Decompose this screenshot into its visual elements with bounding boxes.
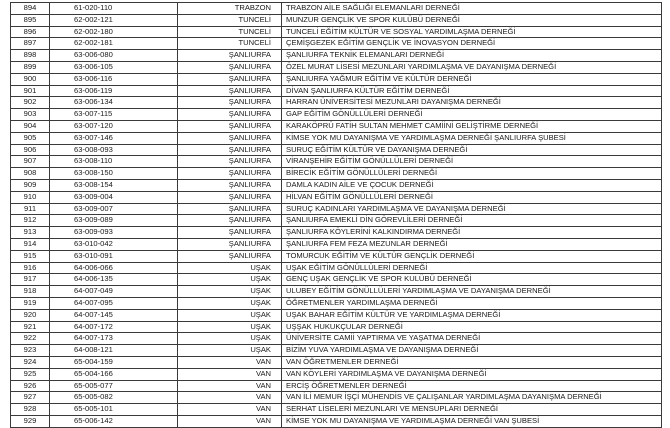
registry-code-cell: 61-020-110 bbox=[50, 3, 178, 15]
association-name-cell: ŞANLIURFA TEKNİK ELEMANLARI DERNEĞİ bbox=[282, 50, 662, 62]
city-cell: TRABZON bbox=[178, 3, 282, 15]
table-row bbox=[11, 50, 662, 62]
association-name-cell: ÇEMİŞGEZEK EĞİTİM GENÇLİK VE İNOVASYON DERNEĞİ bbox=[282, 38, 662, 50]
registry-code-cell: 63-009-004 bbox=[50, 191, 178, 203]
association-name-cell: KARAKÖPRÜ FATİH SULTAN MEHMET CAMİİNİ GELİŞTİRME DERNEĞİ bbox=[282, 120, 662, 132]
table-row bbox=[11, 97, 662, 109]
row-number-cell: 921 bbox=[11, 321, 50, 333]
association-name-cell: VAN İLİ MEMUR İŞÇİ MÜHENDİS VE ÇALIŞANLAR YARDIMLAŞMA DAYANIŞMA DERNEĞİ bbox=[282, 392, 662, 404]
table-row bbox=[11, 333, 662, 345]
association-name-cell: BİZİM YUVA YARDIMLAŞMA VE DAYANIŞMA DERNEĞİ bbox=[282, 345, 662, 357]
city-cell: ŞANLIURFA bbox=[178, 250, 282, 262]
registry-code-cell: 65-006-142 bbox=[50, 415, 178, 427]
association-name-cell: ULUBEY EĞİTİM GÖNÜLLÜLERİ YARDIMLAŞMA VE DAYANIŞMA DERNEĞİ bbox=[282, 286, 662, 298]
registry-code-cell: 64-007-095 bbox=[50, 297, 178, 309]
association-name-cell: ERCİŞ ÖĞRETMENLER DERNEĞİ bbox=[282, 380, 662, 392]
city-cell: VAN bbox=[178, 368, 282, 380]
row-number-cell: 920 bbox=[11, 309, 50, 321]
city-cell: VAN bbox=[178, 415, 282, 427]
row-number-cell: 912 bbox=[11, 215, 50, 227]
registry-code-cell: 63-006-105 bbox=[50, 61, 178, 73]
city-cell: ŞANLIURFA bbox=[178, 50, 282, 62]
row-number-cell: 915 bbox=[11, 250, 50, 262]
table-row bbox=[11, 368, 662, 380]
row-number-cell: 913 bbox=[11, 227, 50, 239]
registry-code-cell: 63-009-093 bbox=[50, 227, 178, 239]
city-cell: ŞANLIURFA bbox=[178, 85, 282, 97]
association-name-cell: ŞANLIURFA YAĞMUR EĞİTİM VE KÜLTÜR DERNEĞİ bbox=[282, 73, 662, 85]
city-cell: ŞANLIURFA bbox=[178, 168, 282, 180]
row-number-cell: 905 bbox=[11, 132, 50, 144]
table-row bbox=[11, 168, 662, 180]
table-row bbox=[11, 215, 662, 227]
association-name-cell: SURUÇ EĞİTİM KÜLTÜR VE DAYANIŞMA DERNEĞİ bbox=[282, 144, 662, 156]
registry-code-cell: 65-005-082 bbox=[50, 392, 178, 404]
association-name-cell: ŞANLIURFA FEM FEZA MEZUNLAR DERNEĞİ bbox=[282, 238, 662, 250]
city-cell: TUNCELİ bbox=[178, 38, 282, 50]
city-cell: ŞANLIURFA bbox=[178, 203, 282, 215]
city-cell: UŞAK bbox=[178, 262, 282, 274]
table-row bbox=[11, 144, 662, 156]
row-number-cell: 896 bbox=[11, 26, 50, 38]
city-cell: ŞANLIURFA bbox=[178, 97, 282, 109]
association-name-cell: UŞŞAK HUKUKÇULAR DERNEĞİ bbox=[282, 321, 662, 333]
row-number-cell: 897 bbox=[11, 38, 50, 50]
association-name-cell: BİRECİK EĞİTİM GÖNÜLLÜLERİ DERNEĞİ bbox=[282, 168, 662, 180]
row-number-cell: 895 bbox=[11, 14, 50, 26]
association-name-cell: HARRAN ÜNİVERSİTESİ MEZUNLARI DAYANIŞMA DERNEĞİ bbox=[282, 97, 662, 109]
registry-code-cell: 64-007-172 bbox=[50, 321, 178, 333]
row-number-cell: 903 bbox=[11, 109, 50, 121]
association-name-cell: GAP EĞİTİM GÖNÜLLÜLERİ DERNEĞİ bbox=[282, 109, 662, 121]
table-row bbox=[11, 26, 662, 38]
row-number-cell: 899 bbox=[11, 61, 50, 73]
city-cell: VAN bbox=[178, 404, 282, 416]
registry-code-cell: 63-007-146 bbox=[50, 132, 178, 144]
registry-code-cell: 64-006-135 bbox=[50, 274, 178, 286]
registry-code-cell: 64-007-145 bbox=[50, 309, 178, 321]
city-cell: UŞAK bbox=[178, 297, 282, 309]
table-row bbox=[11, 73, 662, 85]
row-number-cell: 925 bbox=[11, 368, 50, 380]
city-cell: ŞANLIURFA bbox=[178, 215, 282, 227]
association-name-cell: ŞANLIURFA EMEKLİ DİN GÖREVLİLERİ DERNEĞİ bbox=[282, 215, 662, 227]
association-name-cell: TUNCELİ EĞİTİM KÜLTÜR VE SOSYAL YARDIMLAŞMA DERNEĞİ bbox=[282, 26, 662, 38]
city-cell: UŞAK bbox=[178, 309, 282, 321]
association-name-cell: DİVAN ŞANLIURFA KÜLTÜR EĞİTİM DERNEĞİ bbox=[282, 85, 662, 97]
row-number-cell: 923 bbox=[11, 345, 50, 357]
city-cell: UŞAK bbox=[178, 274, 282, 286]
row-number-cell: 908 bbox=[11, 168, 50, 180]
city-cell: TUNCELİ bbox=[178, 26, 282, 38]
row-number-cell: 911 bbox=[11, 203, 50, 215]
city-cell: VAN bbox=[178, 380, 282, 392]
registry-code-cell: 63-008-110 bbox=[50, 156, 178, 168]
registry-code-cell: 65-004-159 bbox=[50, 356, 178, 368]
registry-code-cell: 63-010-091 bbox=[50, 250, 178, 262]
table-row bbox=[11, 262, 662, 274]
association-name-cell: KİMSE YOK MU DAYANIŞMA VE YARDIMLAŞMA DERNEĞİ ŞANLIURFA ŞUBESİ bbox=[282, 132, 662, 144]
table-row bbox=[11, 191, 662, 203]
city-cell: ŞANLIURFA bbox=[178, 132, 282, 144]
association-name-cell: TRABZON AİLE SAĞLIĞI ELEMANLARI DERNEĞİ bbox=[282, 3, 662, 15]
row-number-cell: 909 bbox=[11, 179, 50, 191]
table-row bbox=[11, 297, 662, 309]
city-cell: UŞAK bbox=[178, 321, 282, 333]
row-number-cell: 917 bbox=[11, 274, 50, 286]
row-number-cell: 914 bbox=[11, 238, 50, 250]
table-row bbox=[11, 38, 662, 50]
association-name-cell: HİLVAN EĞİTİM GÖNÜLLÜLERİ DERNEĞİ bbox=[282, 191, 662, 203]
row-number-cell: 901 bbox=[11, 85, 50, 97]
registry-code-cell: 64-007-049 bbox=[50, 286, 178, 298]
city-cell: ŞANLIURFA bbox=[178, 61, 282, 73]
association-name-cell: VAN KÖYLERİ YARDIMLAŞMA VE DAYANIŞMA DERNEĞİ bbox=[282, 368, 662, 380]
row-number-cell: 916 bbox=[11, 262, 50, 274]
table-row bbox=[11, 404, 662, 416]
city-cell: ŞANLIURFA bbox=[178, 73, 282, 85]
association-name-cell: GENÇ UŞAK GENÇLİK VE SPOR KULÜBÜ DERNEĞİ bbox=[282, 274, 662, 286]
city-cell: ŞANLIURFA bbox=[178, 109, 282, 121]
table-row bbox=[11, 345, 662, 357]
table-row bbox=[11, 132, 662, 144]
row-number-cell: 926 bbox=[11, 380, 50, 392]
table-row bbox=[11, 309, 662, 321]
row-number-cell: 922 bbox=[11, 333, 50, 345]
row-number-cell: 927 bbox=[11, 392, 50, 404]
registry-code-cell: 63-009-007 bbox=[50, 203, 178, 215]
registry-code-cell: 63-008-150 bbox=[50, 168, 178, 180]
row-number-cell: 898 bbox=[11, 50, 50, 62]
registry-code-cell: 63-006-080 bbox=[50, 50, 178, 62]
city-cell: ŞANLIURFA bbox=[178, 179, 282, 191]
association-name-cell: UŞAK EĞİTİM GÖNÜLLÜLERİ DERNEĞİ bbox=[282, 262, 662, 274]
table-row bbox=[11, 392, 662, 404]
row-number-cell: 929 bbox=[11, 415, 50, 427]
row-number-cell: 902 bbox=[11, 97, 50, 109]
registry-code-cell: 65-005-077 bbox=[50, 380, 178, 392]
city-cell: ŞANLIURFA bbox=[178, 144, 282, 156]
registry-code-cell: 63-009-089 bbox=[50, 215, 178, 227]
city-cell: UŞAK bbox=[178, 286, 282, 298]
registry-code-cell: 63-008-154 bbox=[50, 179, 178, 191]
city-cell: VAN bbox=[178, 356, 282, 368]
city-cell: ŞANLIURFA bbox=[178, 227, 282, 239]
registry-code-cell: 63-007-115 bbox=[50, 109, 178, 121]
registry-code-cell: 65-004-166 bbox=[50, 368, 178, 380]
association-name-cell: VAN ÖĞRETMENLER DERNEĞİ bbox=[282, 356, 662, 368]
table-row bbox=[11, 415, 662, 427]
association-name-cell: UŞAK BAHAR EĞİTİM KÜLTÜR VE YARDIMLAŞMA DERNEĞİ bbox=[282, 309, 662, 321]
row-number-cell: 928 bbox=[11, 404, 50, 416]
table-row bbox=[11, 156, 662, 168]
registry-code-cell: 64-006-066 bbox=[50, 262, 178, 274]
association-name-cell: TOMURCUK EĞİTİM VE KÜLTÜR GENÇLİK DERNEĞİ bbox=[282, 250, 662, 262]
table-row bbox=[11, 109, 662, 121]
table-row bbox=[11, 61, 662, 73]
registry-code-cell: 63-010-042 bbox=[50, 238, 178, 250]
table-row bbox=[11, 250, 662, 262]
registry-code-cell: 64-008-121 bbox=[50, 345, 178, 357]
registry-code-cell: 64-007-173 bbox=[50, 333, 178, 345]
association-name-cell: VİRANŞEHİR EĞİTİM GÖNÜLLÜLERİ DERNEĞİ bbox=[282, 156, 662, 168]
table-row bbox=[11, 227, 662, 239]
row-number-cell: 894 bbox=[11, 3, 50, 15]
table-row bbox=[11, 179, 662, 191]
table-body bbox=[11, 3, 662, 428]
row-number-cell: 906 bbox=[11, 144, 50, 156]
registry-code-cell: 62-002-121 bbox=[50, 14, 178, 26]
table-row bbox=[11, 356, 662, 368]
registry-code-cell: 63-006-116 bbox=[50, 73, 178, 85]
city-cell: ŞANLIURFA bbox=[178, 120, 282, 132]
association-name-cell: ÖĞRETMENLER YARDIMLAŞMA DERNEĞİ bbox=[282, 297, 662, 309]
table-row bbox=[11, 14, 662, 26]
row-number-cell: 919 bbox=[11, 297, 50, 309]
row-number-cell: 907 bbox=[11, 156, 50, 168]
city-cell: TUNCELİ bbox=[178, 14, 282, 26]
city-cell: UŞAK bbox=[178, 333, 282, 345]
registry-code-cell: 63-008-093 bbox=[50, 144, 178, 156]
association-table bbox=[10, 2, 662, 428]
table-row bbox=[11, 85, 662, 97]
row-number-cell: 900 bbox=[11, 73, 50, 85]
document-scan bbox=[10, 2, 662, 425]
table-row bbox=[11, 321, 662, 333]
registry-code-cell: 63-006-134 bbox=[50, 97, 178, 109]
city-cell: ŞANLIURFA bbox=[178, 191, 282, 203]
city-cell: ŞANLIURFA bbox=[178, 238, 282, 250]
association-name-cell: KİMSE YOK MU DAYANIŞMA VE YARDIMLAŞMA DERNEĞİ VAN ŞUBESİ bbox=[282, 415, 662, 427]
row-number-cell: 910 bbox=[11, 191, 50, 203]
registry-code-cell: 63-006-119 bbox=[50, 85, 178, 97]
association-name-cell: ÖZEL MURAT LİSESİ MEZUNLARI YARDIMLAŞMA VE DAYANIŞMA DERNEĞİ bbox=[282, 61, 662, 73]
registry-code-cell: 63-007-120 bbox=[50, 120, 178, 132]
table-row bbox=[11, 380, 662, 392]
table-row bbox=[11, 274, 662, 286]
association-name-cell: ŞANLIURFA KÖYLERİNİ KALKINDIRMA DERNEĞİ bbox=[282, 227, 662, 239]
table-row bbox=[11, 286, 662, 298]
row-number-cell: 924 bbox=[11, 356, 50, 368]
row-number-cell: 904 bbox=[11, 120, 50, 132]
registry-code-cell: 65-005-101 bbox=[50, 404, 178, 416]
table-row bbox=[11, 3, 662, 15]
association-name-cell: ÜNİVERSİTE CAMİİ YAPTIRMA VE YAŞATMA DERNEĞİ bbox=[282, 333, 662, 345]
association-name-cell: SURUÇ KADINLARI YARDIMLAŞMA VE DAYANIŞMA DERNEĞİ bbox=[282, 203, 662, 215]
city-cell: ŞANLIURFA bbox=[178, 156, 282, 168]
registry-code-cell: 62-002-181 bbox=[50, 38, 178, 50]
city-cell: UŞAK bbox=[178, 345, 282, 357]
association-name-cell: DAMLA KADIN AİLE VE ÇOCUK DERNEĞİ bbox=[282, 179, 662, 191]
table-row bbox=[11, 120, 662, 132]
registry-code-cell: 62-002-180 bbox=[50, 26, 178, 38]
association-name-cell: MUNZUR GENÇLİK VE SPOR KULÜBÜ DERNEĞİ bbox=[282, 14, 662, 26]
row-number-cell: 918 bbox=[11, 286, 50, 298]
table-row bbox=[11, 238, 662, 250]
association-name-cell: SERHAT LİSELERİ MEZUNLARI VE MENSUPLARI DERNEĞİ bbox=[282, 404, 662, 416]
table-row bbox=[11, 203, 662, 215]
city-cell: VAN bbox=[178, 392, 282, 404]
